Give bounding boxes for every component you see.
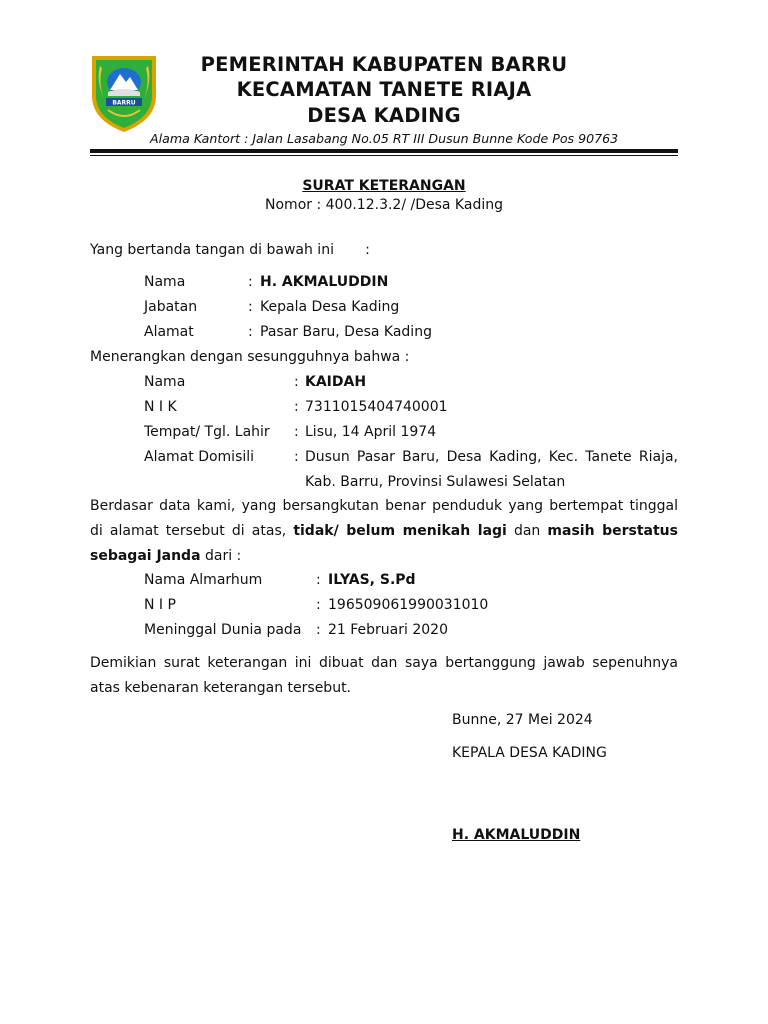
deceased-nip-colon: : bbox=[316, 597, 321, 613]
statement-text-3: dari : bbox=[200, 548, 242, 564]
deceased-nip-label: N I P bbox=[144, 597, 176, 613]
deceased-name-label: Nama Almarhum bbox=[144, 572, 263, 588]
document-number: Nomor : 400.12.3.2/ /Desa Kading bbox=[265, 197, 503, 213]
signer-name-label: Nama bbox=[144, 274, 186, 290]
subject-name-value: KAIDAH bbox=[305, 374, 367, 390]
subject-nik-colon: : bbox=[294, 399, 299, 415]
signer-address-colon: : bbox=[248, 324, 253, 340]
subject-domicile-label: Alamat Domisili bbox=[144, 449, 255, 465]
deceased-date-colon: : bbox=[316, 622, 321, 638]
letterhead-government: PEMERINTAH KABUPATEN BARRU bbox=[200, 53, 568, 76]
deceased-name-value: ILYAS, S.Pd bbox=[328, 572, 416, 588]
signature-name: H. AKMALUDDIN bbox=[452, 827, 581, 843]
subject-birth-colon: : bbox=[294, 424, 299, 440]
signer-position-colon: : bbox=[248, 299, 253, 315]
subject-birth-value: Lisu, 14 April 1974 bbox=[305, 424, 437, 440]
letterhead-address: Alama Kantort : Jalan Lasabang No.05 RT III Dusun Bunne Kode Pos 90763 bbox=[150, 131, 619, 146]
intro-text: Yang bertanda tangan di bawah ini : bbox=[90, 242, 370, 258]
statement-bold-2: masih berstatus sebagai Janda bbox=[90, 523, 678, 564]
document-title: SURAT KETERANGAN bbox=[302, 178, 466, 194]
signature-place-date: Bunne, 27 Mei 2024 bbox=[452, 712, 593, 728]
signature-position: KEPALA DESA KADING bbox=[452, 745, 607, 761]
emblem-text: BARRU bbox=[112, 99, 136, 107]
subject-domicile-value: Dusun Pasar Baru, Desa Kading, Kec. Tanete Riaja, bbox=[305, 449, 678, 465]
declaration-text: Menerangkan dengan sesungguhnya bahwa : bbox=[90, 349, 410, 365]
statement-text-1: Berdasar data kami, yang bersangkutan benar penduduk yang bertempat tinggal di alamat tersebut di atas, bbox=[90, 498, 678, 539]
deceased-name-colon: : bbox=[316, 572, 321, 588]
subject-domicile-colon: : bbox=[294, 449, 299, 465]
closing-paragraph: Demikian surat keterangan ini dibuat dan saya bertanggung jawab sepenuhnya atas kebenaran keterangan tersebut. bbox=[90, 655, 678, 696]
deceased-date-value: 21 Februari 2020 bbox=[328, 622, 448, 638]
signer-position-value: Kepala Desa Kading bbox=[260, 299, 400, 315]
letterhead-district: KECAMATAN TANETE RIAJA bbox=[236, 78, 532, 101]
letterhead-village: DESA KADING bbox=[307, 104, 461, 127]
letterhead-divider-thick bbox=[90, 149, 678, 153]
subject-birth-label: Tempat/ Tgl. Lahir bbox=[144, 424, 270, 440]
statement-text-2: dan bbox=[506, 523, 548, 539]
signer-position-label: Jabatan bbox=[144, 299, 198, 315]
statement-paragraph bbox=[90, 494, 678, 569]
statement-bold-1: tidak/ belum menikah lagi bbox=[293, 523, 507, 539]
deceased-nip-value: 196509061990031010 bbox=[328, 597, 489, 613]
subject-name-label: Nama bbox=[144, 374, 186, 390]
subject-domicile-value-line2: Kab. Barru, Provinsi Sulawesi Selatan bbox=[305, 474, 566, 490]
signer-address-label: Alamat bbox=[144, 324, 194, 340]
signer-name-colon: : bbox=[248, 274, 253, 290]
subject-nik-label: N I K bbox=[144, 399, 177, 415]
letterhead-divider-thin bbox=[90, 155, 678, 156]
barru-regency-emblem bbox=[86, 52, 162, 134]
deceased-date-label: Meninggal Dunia pada bbox=[144, 622, 302, 638]
signer-name-value: H. AKMALUDDIN bbox=[260, 274, 389, 290]
subject-name-colon: : bbox=[294, 374, 299, 390]
subject-nik-value: 7311015404740001 bbox=[305, 399, 448, 415]
signer-address-value: Pasar Baru, Desa Kading bbox=[260, 324, 432, 340]
